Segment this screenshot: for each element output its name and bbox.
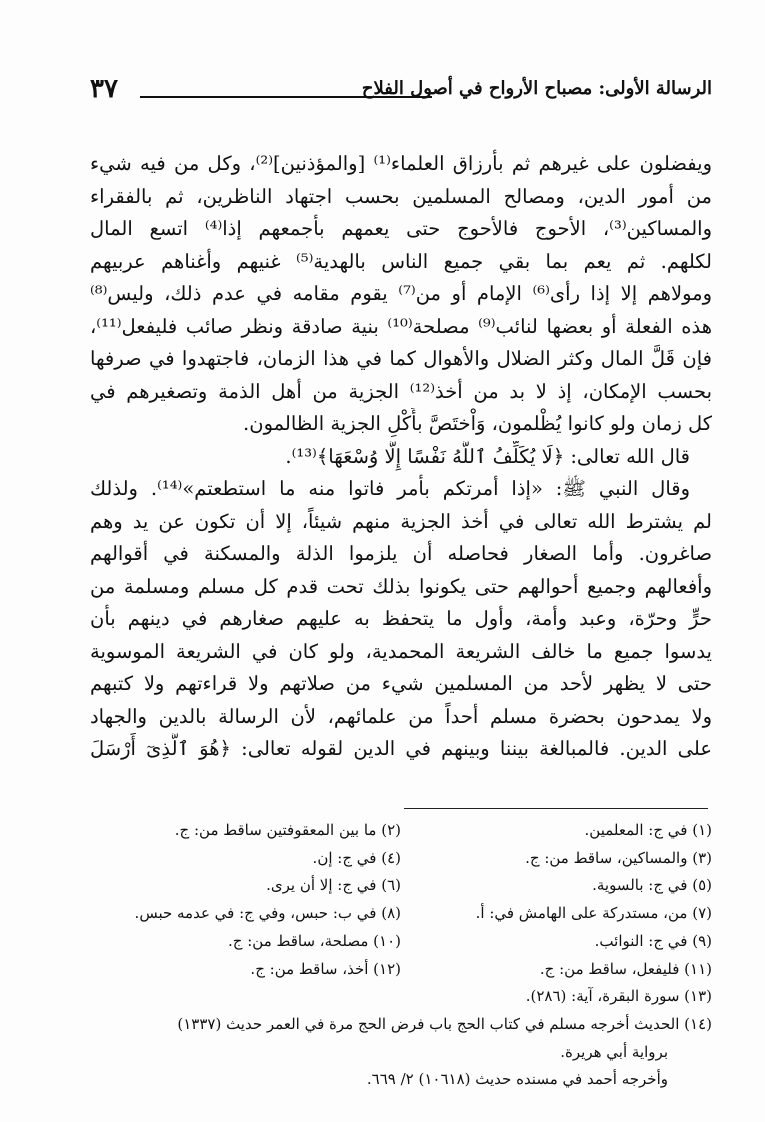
footnote: (٨) في ب: حبس، وفي ج: في عدمه حبس. xyxy=(134,904,401,923)
footnote: (٤) في ج: إن. xyxy=(312,848,401,867)
text-line: ويفضلون على غيرهم ثم بأرزاق العلماء⁽¹⁾ [والمؤذنين]⁽²⁾، وكل من فيه شيء xyxy=(90,152,712,175)
footnote-continuation: وأخرجه أحمد في مسنده حديث (١٠٦١٨) ٢/ ٦٦٩. xyxy=(366,1070,668,1089)
footnote: (١٢) أخذ، ساقط من: ج. xyxy=(250,959,401,978)
footnote: (١٤) الحديث أخرجه مسلم في كتاب الحج باب فرض الحج مرة في العمر حديث (١٣٣٧) xyxy=(177,1014,712,1033)
text-line: كل زمان ولو كانوا يُظْلمون، وَاْختَصَّ بأَكْلِ الجزية الظالمون. xyxy=(243,412,712,435)
footnote: (١١) فليفعل، ساقط من: ج. xyxy=(539,959,712,978)
footnote-row xyxy=(90,928,712,956)
footnote-row xyxy=(90,872,712,900)
text-line: صاغرون. وأما الصغار فحاصله أن يلزموا الذلة والمسكنة في أقوالهم xyxy=(90,542,712,565)
quran-quote-line: قال الله تعالى: ﴿لَا يُكَلِّفُ ٱللَّهُ نَفْسًا إِلَّا وُسْعَهَا﴾⁽¹³⁾. xyxy=(285,444,690,468)
text-line: لم يشترط الله تعالى في أخذ الجزية منهم شيئاً، إلا أن تكون عن يد وهم xyxy=(90,509,712,533)
footnote: (٧) من، مستدركة على الهامش في: أ. xyxy=(475,904,712,923)
footnote: (٢) ما بين المعقوفتين ساقط من: ج. xyxy=(174,821,401,839)
text-line: هذه الفعلة أو بعضها لنائب⁽⁹⁾ مصلحة⁽¹⁰⁾ بنية صادقة ونظر صائب فليفعل⁽¹¹⁾، xyxy=(90,314,712,338)
text-line: والمساكين⁽³⁾، الأحوج فالأحوج حتى يعمهم بأجمعهم إذا⁽⁴⁾ اتسع المال xyxy=(90,217,712,240)
page-header xyxy=(90,74,712,108)
footnotes xyxy=(90,817,712,1094)
text-line: يدسوا جميع ما خالف الشريعة المحمدية، ولو كان في الشريعة الموسوية xyxy=(90,639,712,663)
text-line: وأفعالهم وجميع أحوالهم حتى يكونوا بذلك تحت قدم كل مسلم ومسلمة من xyxy=(90,574,712,598)
footnote-row xyxy=(90,900,712,928)
footnote: (٣) والمساكين، ساقط من: ج. xyxy=(525,848,712,867)
footnote: (١) في ج: المعلمين. xyxy=(584,821,712,839)
footnote-continuation: برواية أبي هريرة. xyxy=(560,1042,668,1061)
footnote: (١٠) مصلحة، ساقط من: ج. xyxy=(228,931,401,950)
footnote-row xyxy=(90,956,712,984)
text-line: من أمور الدين، ومصالح المسلمين بحسب اجتهاد الناظرين، ثم بالفقراء xyxy=(90,184,712,208)
text-line: ومولاهم إلا إذا رأى⁽⁶⁾ الإمام أو من⁽⁷⁾ يقوم مقامه في عدم ذلك، وليس⁽⁸⁾ xyxy=(90,282,712,305)
text-line: على الدين. فالمبالغة بيننا وبينهم في الدين لقوله تعالى: ﴿هُوَ ٱلَّذِىٓ أَرْسَلَ xyxy=(90,737,712,760)
main-text xyxy=(90,148,712,766)
text-line: بحسب الإمكان، إذ لا بد من أخذ⁽¹²⁾ الجزية من أهل الذمة وتصغيرهم في xyxy=(90,379,712,403)
running-title: الرسالة الأولى: مصباح الأرواح في أصول الفلاح xyxy=(361,78,712,99)
footnote: (١٣) سورة البقرة، آية: (٢٨٦). xyxy=(525,987,712,1006)
text-line: حرٍّ وحرّة، وعبد وأمة، وأول ما يتحفظ به عليهم صغارهم في دينهم بأن xyxy=(90,607,712,630)
footnote: (٦) في ج: إلا أن يرى. xyxy=(266,876,401,895)
text-line: ولا يمدحون بحضرة مسلم أحداً من علمائهم، لأن الرسالة بالدين والجهاد xyxy=(90,704,712,728)
footnote-separator xyxy=(404,808,708,809)
text-line: لكلهم. ثم يعم بما بقي جميع الناس بالهدية⁽⁵⁾ غنيهم وأغناهم عربيهم xyxy=(90,249,712,273)
footnote: (٩) في ج: النوائب. xyxy=(594,931,712,950)
header-rule xyxy=(140,96,432,98)
footnote-row xyxy=(90,817,712,845)
footnote: (٥) في ج: بالسوية. xyxy=(592,876,712,895)
hadith-line: وقال النبي ﷺ: «إذا أمرتكم بأمر فاتوا منه ما استطعتم»⁽¹⁴⁾. ولذلك xyxy=(90,477,691,500)
page-number: ٣٧ xyxy=(90,74,118,104)
text-line: حتى لا يظهر لأحد من المسلمين شيء من صلاتهم ولا قراءتهم ولا كتبهم xyxy=(90,672,712,695)
text-line: فإن قَلَّ المال وكثر الضلال والأهوال كما في هذا الزمان، فاجتهدوا في صرفها xyxy=(90,347,712,370)
footnote-row xyxy=(90,845,712,873)
